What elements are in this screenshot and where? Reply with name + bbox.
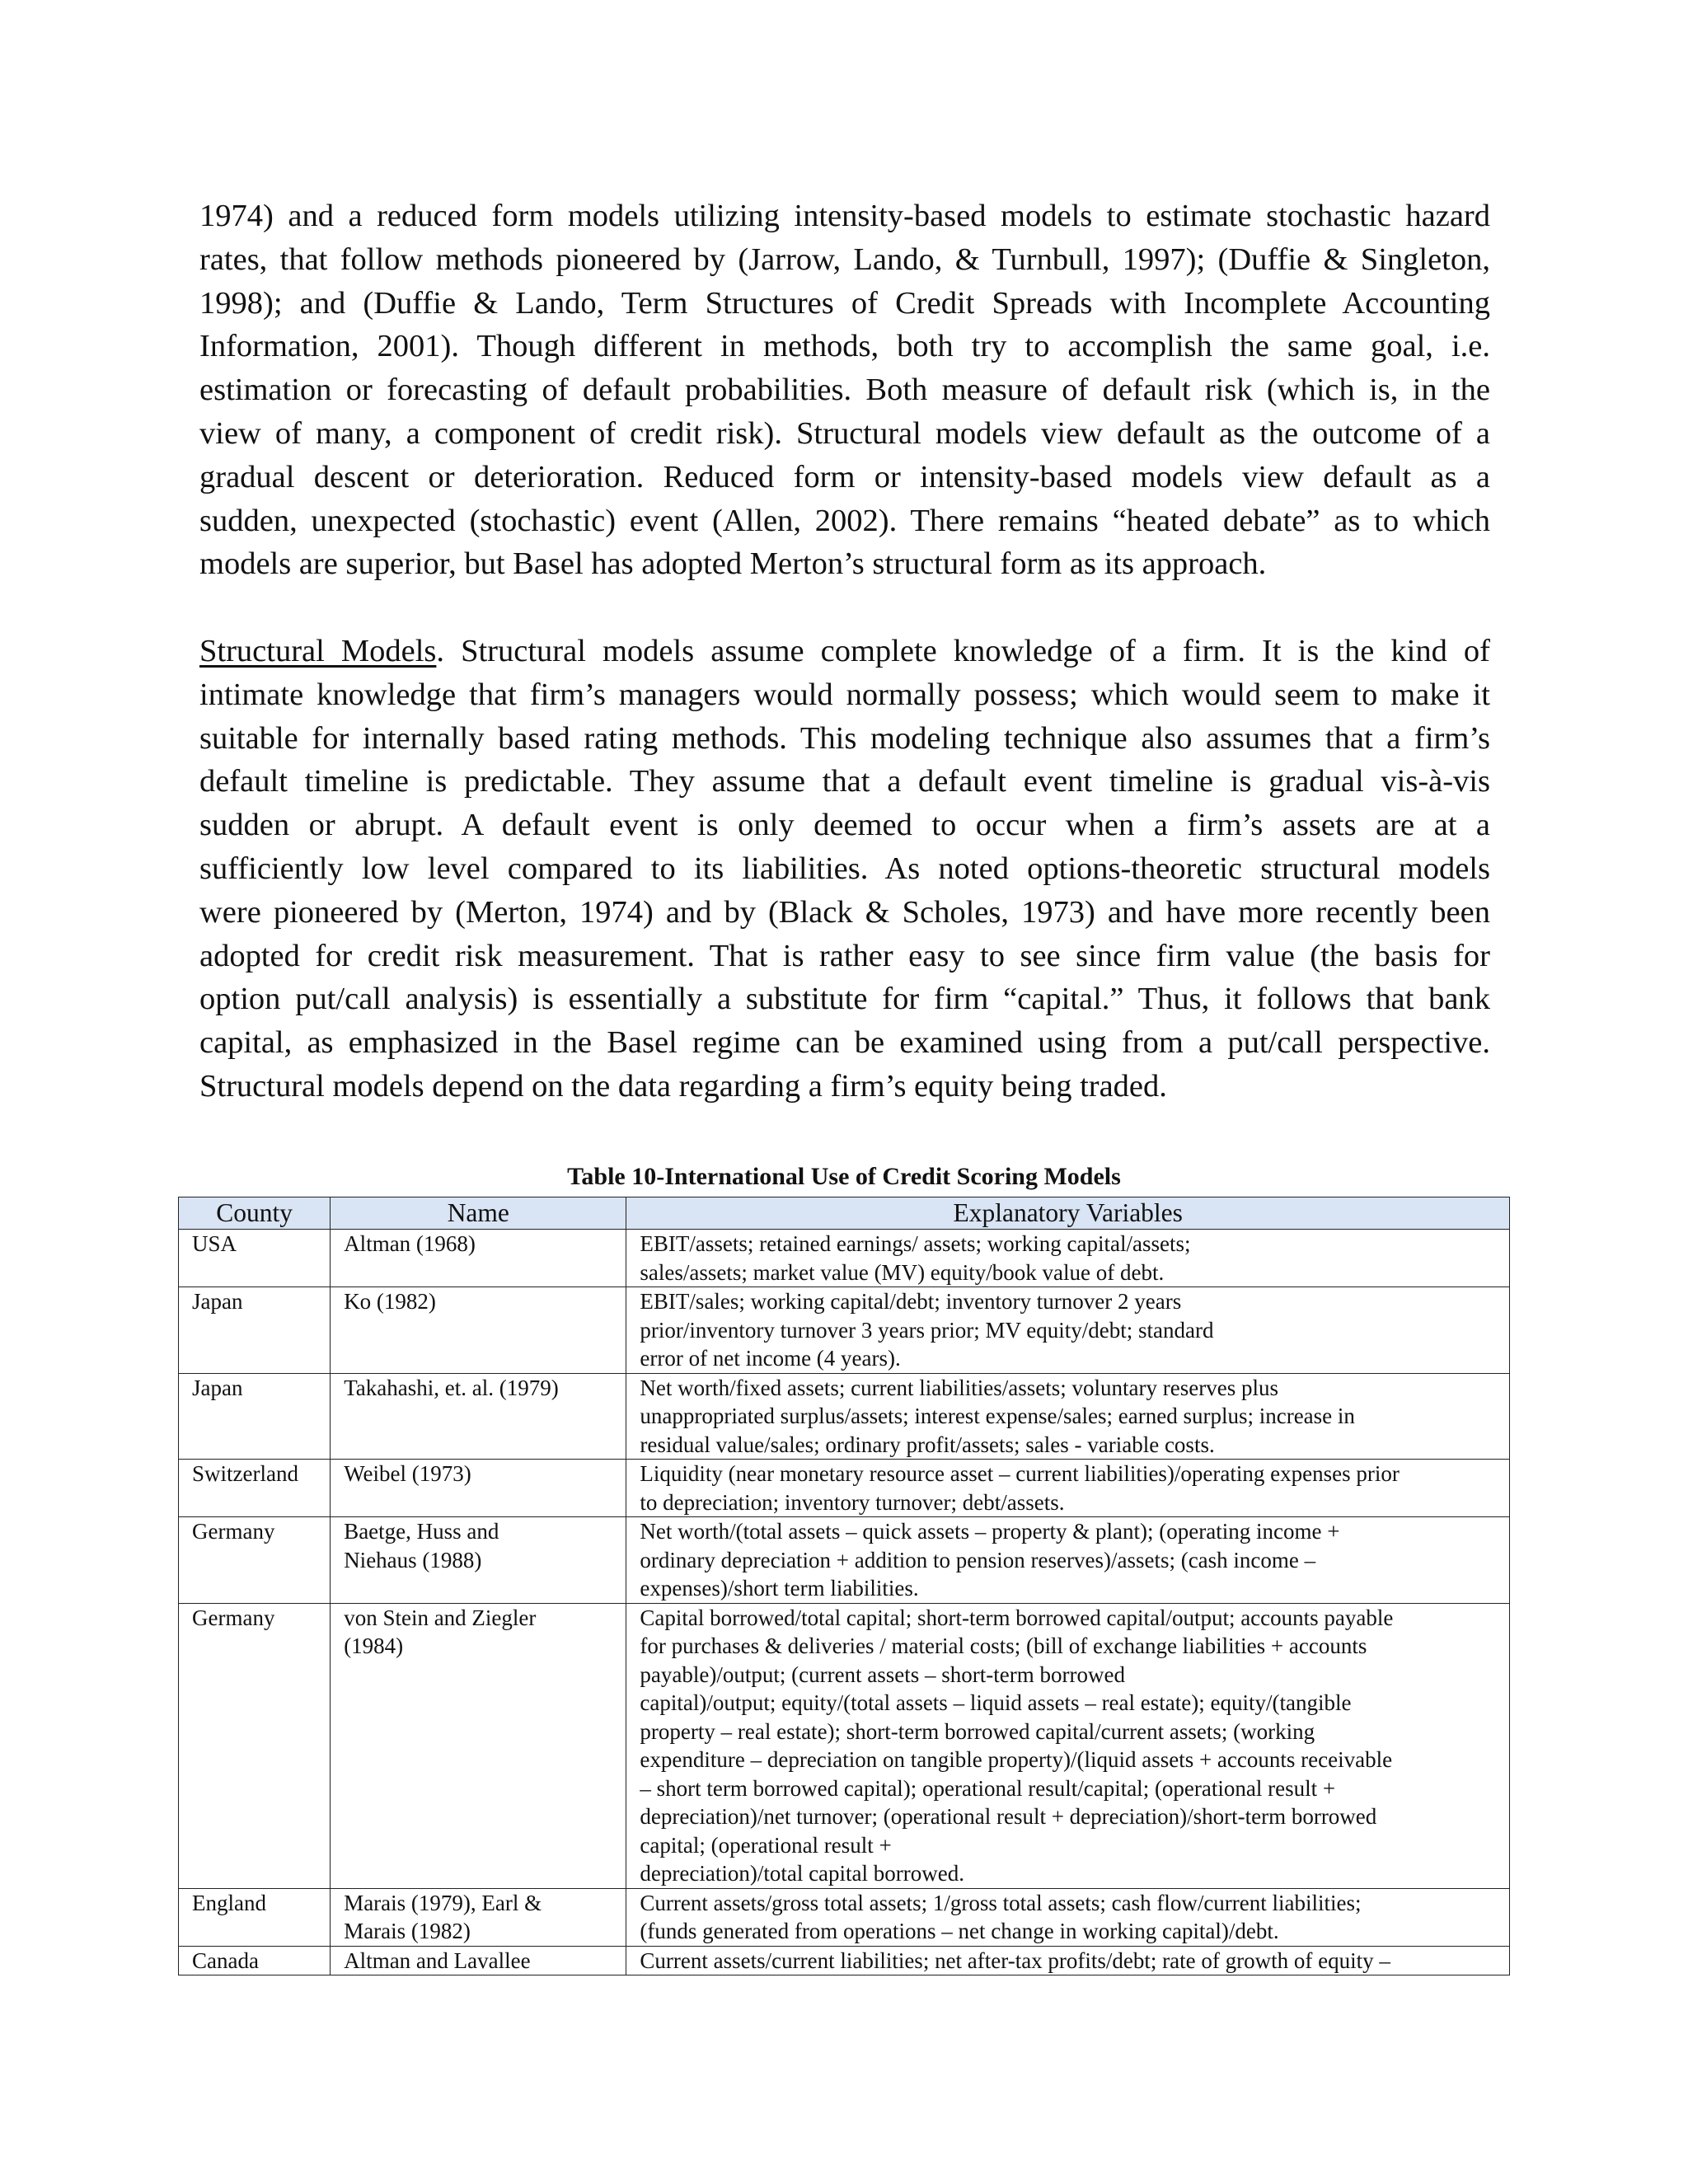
cell-name-line: Weibel (1973) xyxy=(344,1461,471,1486)
cell-variables-line: expenses)/short term liabilities. xyxy=(640,1576,919,1601)
cell-explanatory-variables xyxy=(626,1888,1510,1946)
cell-name-line: Takahashi, et. al. (1979) xyxy=(344,1375,559,1400)
text-line: view of many, a component of credit risk). Structural models view default as the outcome of a xyxy=(199,415,1490,451)
text-line: Structural models depend on the data regarding a firm’s equity being traded. xyxy=(199,1068,1167,1104)
cell-name xyxy=(331,1603,626,1888)
table-row xyxy=(179,1230,1510,1287)
cell-name-line: Niehaus (1988) xyxy=(344,1547,482,1572)
cell-country: Canada xyxy=(179,1946,331,1975)
cell-name xyxy=(331,1460,626,1517)
text-line: adopted for credit risk measurement. That is rather easy to see since firm value (the basis for xyxy=(199,938,1490,973)
cell-name-line: Marais (1979), Earl & xyxy=(344,1890,542,1915)
cell-explanatory-variables xyxy=(626,1517,1510,1604)
cell-variables-line: EBIT/assets; retained earnings/ assets; working capital/assets; xyxy=(640,1231,1191,1256)
cell-variables-line: EBIT/sales; working capital/debt; inventory turnover 2 years xyxy=(640,1289,1182,1314)
cell-variables-line: payable)/output; (current assets – short-term borrowed xyxy=(640,1661,1125,1687)
cell-name-line: Marais (1982) xyxy=(344,1919,471,1943)
column-header-county: County xyxy=(179,1197,331,1230)
cell-variables-line: unappropriated surplus/assets; interest expense/sales; earned surplus; increase in xyxy=(640,1404,1355,1428)
cell-variables-line: expenditure – depreciation on tangible property)/(liquid assets + accounts receivable xyxy=(640,1747,1393,1772)
text-line: intimate knowledge that firm’s managers would normally possess; which would seem to make it xyxy=(199,677,1490,712)
text-line: were pioneered by (Merton, 1974) and by (Black & Scholes, 1973) and have more recently been xyxy=(199,894,1490,930)
table-row xyxy=(179,1603,1510,1888)
text-line: sudden, unexpected (stochastic) event (Allen, 2002). There remains “heated debate” as to which xyxy=(199,503,1490,538)
text-line: suitable for internally based rating methods. This modeling technique also assumes that a firm’s xyxy=(199,720,1490,756)
cell-country: Japan xyxy=(179,1373,331,1460)
cell-variables-line: property – real estate); short-term borrowed capital/current assets; (working xyxy=(640,1718,1315,1744)
section-heading-structural-models: Structural Models xyxy=(199,634,437,668)
cell-country: Switzerland xyxy=(179,1460,331,1517)
cell-variables-line: error of net income (4 years). xyxy=(640,1346,901,1371)
text-line xyxy=(199,630,1490,673)
cell-name xyxy=(331,1946,626,1975)
cell-explanatory-variables xyxy=(626,1460,1510,1517)
cell-explanatory-variables xyxy=(626,1287,1510,1374)
cell-name-line: Ko (1982) xyxy=(344,1289,436,1314)
cell-variables-line: Liquidity (near monetary resource asset – current liabilities)/operating expenses prior xyxy=(640,1461,1400,1486)
text-line: rates, that follow methods pioneered by (Jarrow, Lando, & Turnbull, 1997); (Duffie & Singleton, xyxy=(199,241,1490,277)
cell-name-line: (1984) xyxy=(344,1633,404,1658)
table-row xyxy=(179,1460,1510,1517)
cell-variables-line: for purchases & deliveries / material costs; (bill of exchange liabilities + accounts xyxy=(640,1633,1367,1658)
text-line: Information, 2001). Though different in methods, both try to accomplish the same goal, i.e. xyxy=(199,329,1490,364)
text-fragment: . Structural models assume complete knowledge of a firm. It is the kind of xyxy=(436,634,1491,668)
column-header-explanatory-variables: Explanatory Variables xyxy=(626,1197,1510,1230)
text-line: sudden or abrupt. A default event is only deemed to occur when a firm’s assets are at a xyxy=(199,808,1490,843)
cell-variables-line: Current assets/gross total assets; 1/gross total assets; cash flow/current liabilities; xyxy=(640,1890,1362,1915)
text-line: option put/call analysis) is essentially a substitute for firm “capital.” Thus, it follows that bank xyxy=(199,982,1490,1017)
cell-variables-line: sales/assets; market value (MV) equity/book value of debt. xyxy=(640,1259,1165,1285)
cell-variables-line: ordinary depreciation + addition to pension reserves)/assets; (cash income – xyxy=(640,1547,1316,1572)
paragraph-structural-models xyxy=(199,630,1490,1108)
cell-country: Germany xyxy=(179,1517,331,1604)
cell-name-line: Altman (1968) xyxy=(344,1231,476,1256)
column-header-name: Name xyxy=(331,1197,626,1230)
cell-explanatory-variables xyxy=(626,1603,1510,1888)
cell-name xyxy=(331,1888,626,1946)
table-header-row xyxy=(179,1197,1510,1230)
table-row xyxy=(179,1373,1510,1460)
text-line: gradual descent or deterioration. Reduced form or intensity-based models view default as a xyxy=(199,459,1490,494)
credit-scoring-models-table xyxy=(178,1197,1510,1975)
text-line: 1998); and (Duffie & Lando, Term Structures of Credit Spreads with Incomplete Accounting xyxy=(199,285,1490,321)
cell-explanatory-variables xyxy=(626,1373,1510,1460)
cell-name xyxy=(331,1287,626,1374)
table-row xyxy=(179,1946,1510,1975)
cell-variables-line: capital; (operational result + xyxy=(640,1832,892,1858)
cell-name-line: Baetge, Huss and xyxy=(344,1519,499,1544)
cell-variables-line: residual value/sales; ordinary profit/assets; sales - variable costs. xyxy=(640,1432,1215,1457)
text-line: 1974) and a reduced form models utilizing intensity-based models to estimate stochastic hazard xyxy=(199,199,1490,233)
cell-variables-line: depreciation)/net turnover; (operational result + depreciation)/short-term borrowed xyxy=(640,1804,1377,1829)
cell-variables-line: (funds generated from operations – net change in working capital)/debt. xyxy=(640,1919,1279,1943)
cell-name xyxy=(331,1373,626,1460)
cell-name-line: Altman and Lavallee xyxy=(344,1947,531,1973)
table-row xyxy=(179,1888,1510,1946)
text-line: capital, as emphasized in the Basel regime can be examined using from a put/call perspective. xyxy=(199,1025,1490,1061)
cell-name xyxy=(331,1230,626,1287)
cell-country: England xyxy=(179,1888,331,1946)
cell-name-line: von Stein and Ziegler xyxy=(344,1605,537,1630)
cell-country: USA xyxy=(179,1230,331,1287)
cell-country: Japan xyxy=(179,1287,331,1374)
cell-variables-line: to depreciation; inventory turnover; debt/assets. xyxy=(640,1489,1065,1515)
table-row xyxy=(179,1517,1510,1604)
table-caption: Table 10-International Use of Credit Scoring Models xyxy=(567,1163,1121,1190)
table-row xyxy=(179,1287,1510,1374)
cell-variables-line: capital)/output; equity/(total assets – liquid assets – real estate); equity/(tangible xyxy=(640,1690,1352,1715)
text-line: default timeline is predictable. They assume that a default event timeline is gradual vis-à-vis xyxy=(199,764,1490,799)
text-line: sufficiently low level compared to its liabilities. As noted options-theoretic structural models xyxy=(199,851,1490,886)
text-line: models are superior, but Basel has adopted Merton’s structural form as its approach. xyxy=(199,546,1267,582)
table-body xyxy=(179,1230,1510,1975)
cell-variables-line: Net worth/fixed assets; current liabilities/assets; voluntary reserves plus xyxy=(640,1375,1278,1400)
cell-variables-line: prior/inventory turnover 3 years prior; MV equity/debt; standard xyxy=(640,1317,1214,1343)
cell-variables-line: – short term borrowed capital); operational result/capital; (operational result + xyxy=(640,1775,1336,1801)
cell-explanatory-variables xyxy=(626,1946,1510,1975)
cell-name xyxy=(331,1517,626,1604)
cell-variables-line: Net worth/(total assets – quick assets – property & plant); (operating income + xyxy=(640,1519,1340,1544)
cell-country: Germany xyxy=(179,1603,331,1888)
cell-variables-line: Capital borrowed/total capital; short-term borrowed capital/output; accounts payable xyxy=(640,1605,1394,1630)
cell-variables-line: Current assets/current liabilities; net after-tax profits/debt; rate of growth of equity – xyxy=(640,1947,1390,1973)
text-line: estimation or forecasting of default probabilities. Both measure of default risk (which is, in the xyxy=(199,373,1490,408)
cell-variables-line: depreciation)/total capital borrowed. xyxy=(640,1861,964,1886)
paragraph-reduced-form-models xyxy=(199,194,1490,586)
cell-explanatory-variables xyxy=(626,1230,1510,1287)
